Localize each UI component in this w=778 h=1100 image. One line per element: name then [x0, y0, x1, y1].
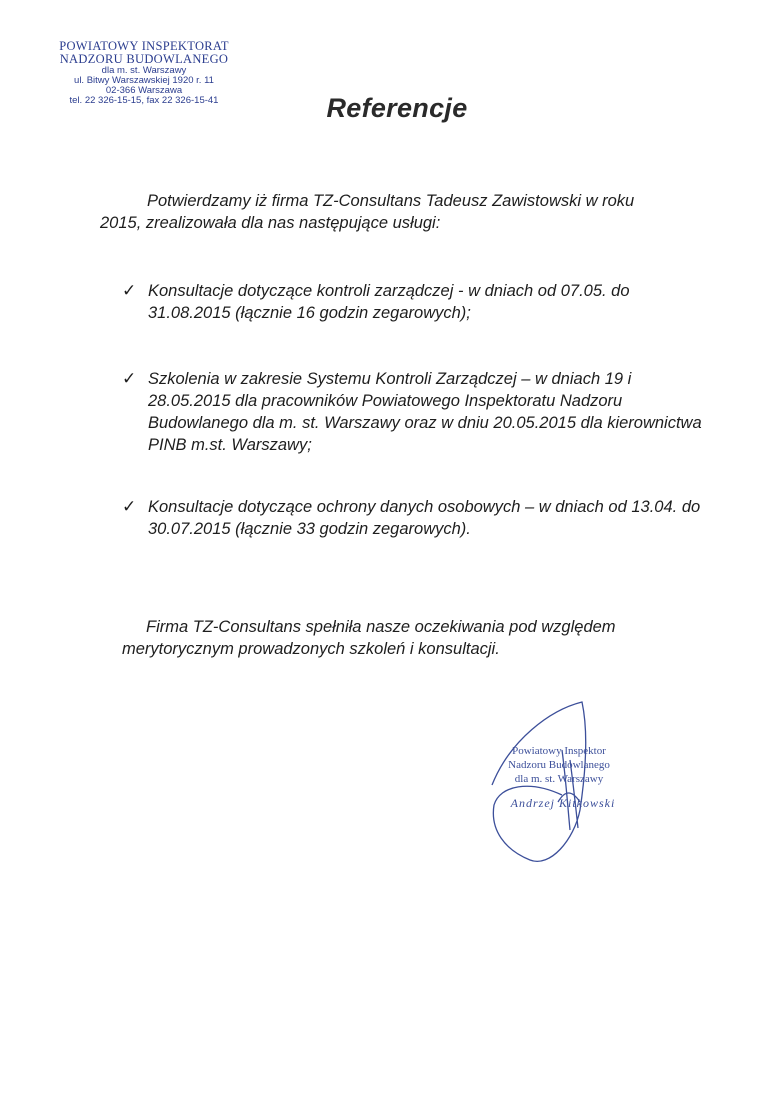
list-item-text: Szkolenia w zakresie Systemu Kontroli Zarządczej – w dniach 19 i 28.05.2015 dla pracowników Powiatowego Inspektoratu Nadzoru Budowlanego dla m. st. Warszawy oraz w dniu 20.05.2015 dla kierownictwa PINB m.st. Warszawy;	[148, 370, 702, 454]
intro-paragraph: Potwierdzamy iż firma TZ-Consultans Tadeusz Zawistowski w roku 2015, zrealizowała dla nas następujące usługi:	[100, 192, 635, 232]
list-item	[122, 496, 708, 540]
signature-name: Andrzej Kitkowski	[510, 796, 616, 810]
checkmark-icon: ✓	[122, 497, 137, 516]
closing-paragraph: Firma TZ-Consultans spełniła nasze oczekiwania pod względem merytorycznym prowadzonych szkoleń i konsultacji.	[122, 618, 616, 658]
page-title: Referencje	[326, 93, 468, 123]
stamp-postal: 02-366 Warszawa	[105, 85, 183, 97]
stamp-org-line2: NADZORU BUDOWLANEGO	[59, 52, 229, 67]
signature-stamp-line1: Powiatowy Inspektor	[512, 745, 606, 757]
list-item-text: Konsultacje dotyczące ochrony danych osobowych – w dniach od 13.04. do 30.07.2015 (łącznie 33 godzin zegarowych).	[148, 498, 701, 538]
list-item-text: Konsultacje dotyczące kontroli zarządczej - w dniach od 07.05. do 31.08.2015 (łącznie 16 godzin zegarowych);	[148, 282, 630, 322]
checkmark-icon: ✓	[122, 369, 137, 388]
stamp-phone: tel. 22 326-15-15, fax 22 326-15-41	[69, 95, 219, 107]
checkmark-icon: ✓	[122, 281, 137, 300]
signature-stamp-line3: dla m. st. Warszawy	[514, 773, 604, 785]
stamp-street: ul. Bitwy Warszawskiej 1920 r. 11	[74, 75, 214, 87]
stamp-city: dla m. st. Warszawy	[101, 65, 187, 77]
list-item	[122, 368, 708, 456]
signature-stamp	[494, 744, 624, 786]
list-item	[122, 280, 708, 324]
signature-stamp-line2: Nadzoru Budowlanego	[508, 759, 610, 771]
stamp-org-line1: POWIATOWY INSPEKTORAT	[59, 39, 229, 53]
